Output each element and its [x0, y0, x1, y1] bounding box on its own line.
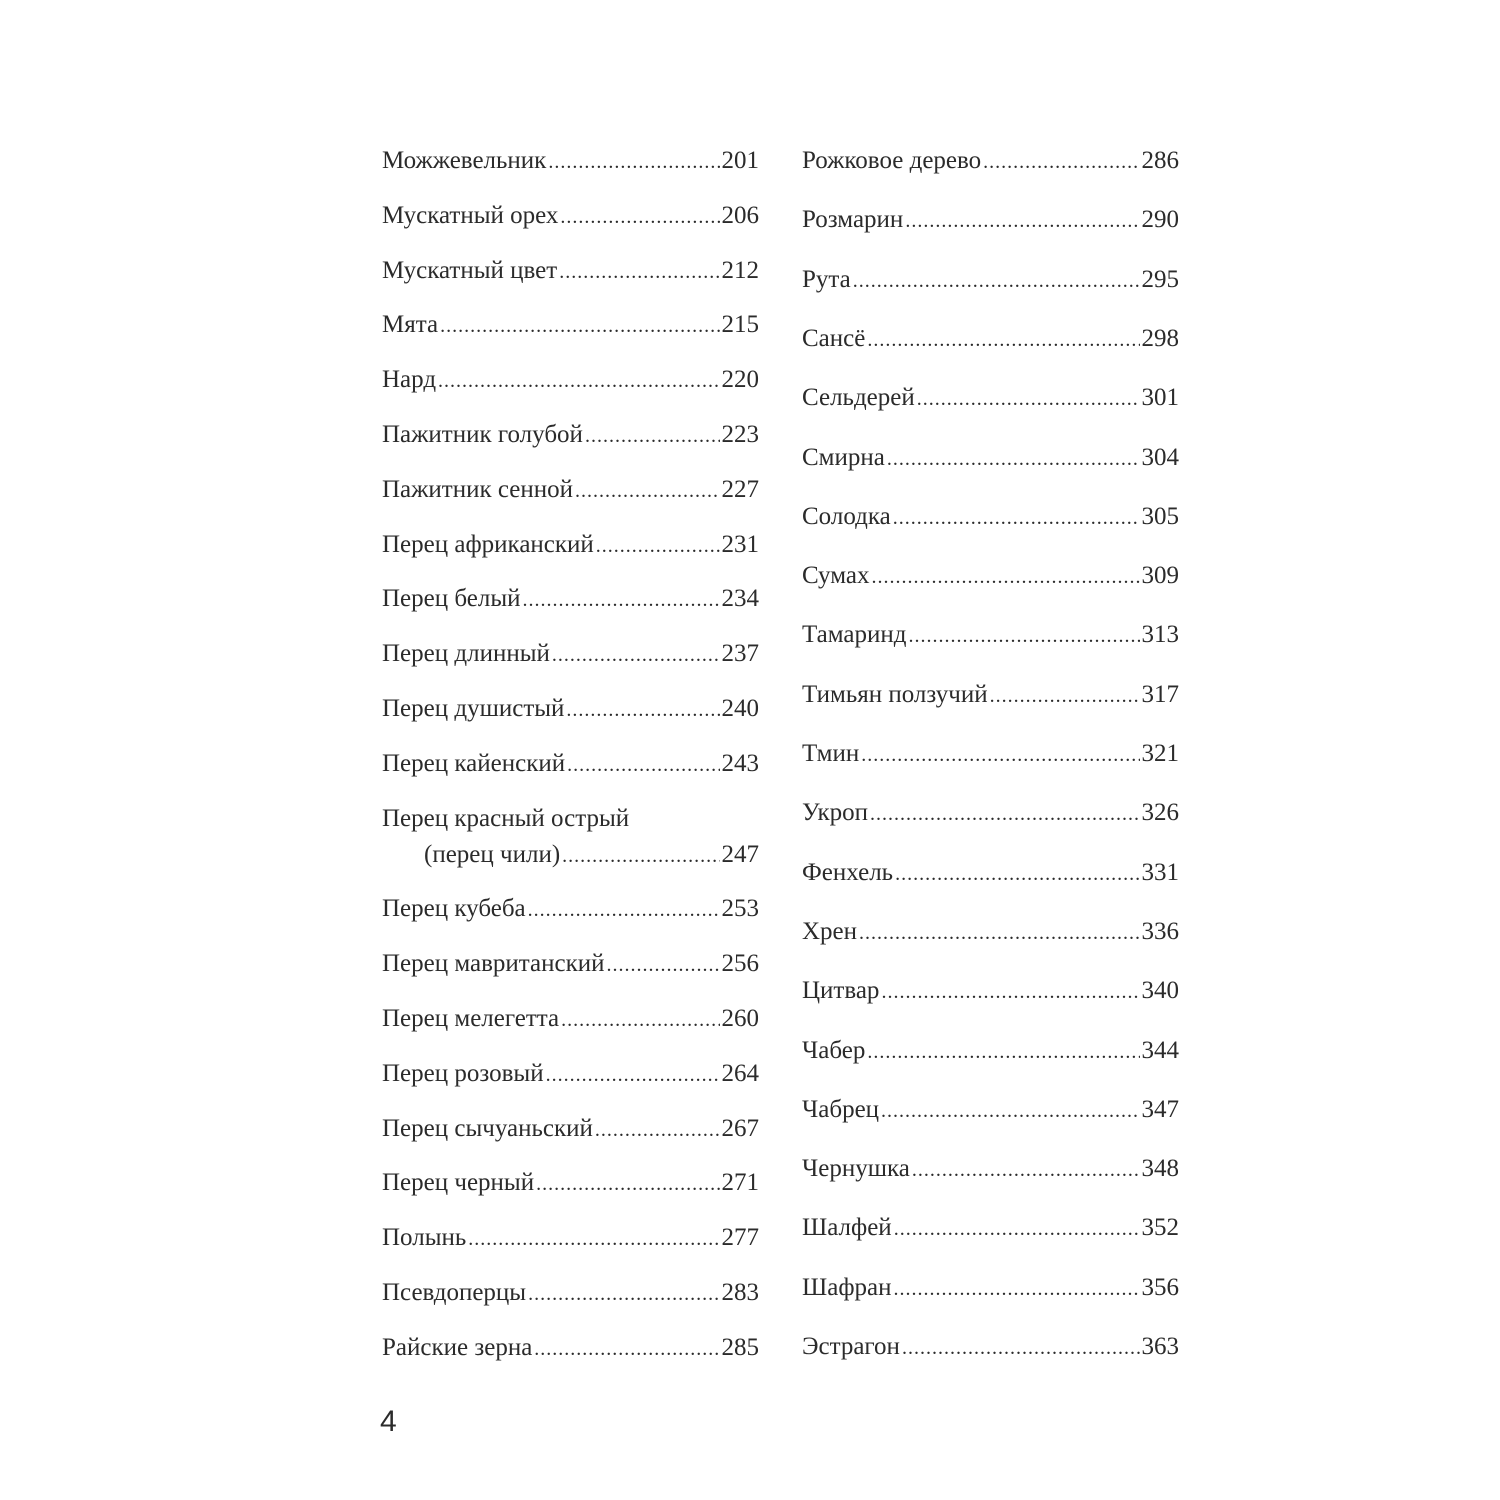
- leader-dots: [534, 1334, 719, 1364]
- toc-entry[interactable]: [382, 1059, 759, 1090]
- leader-dots: [596, 531, 720, 561]
- entry-page-number: 352: [1141, 1214, 1179, 1242]
- entry-page-number: 227: [721, 475, 759, 503]
- entry-title: Мускатный цвет: [382, 256, 558, 284]
- toc-entry[interactable]: [802, 265, 1179, 296]
- entry-title: Пажитник сенной: [382, 475, 574, 503]
- entry-title: Перец мелегетта: [382, 1005, 560, 1032]
- entry-title: Псевдоперцы: [382, 1279, 527, 1306]
- entry-page-number: 313: [1141, 621, 1179, 649]
- entry-title: Перец душистый: [382, 695, 565, 722]
- entry-page-number: 234: [721, 585, 759, 613]
- entry-title: Райские зерна: [382, 1333, 533, 1361]
- entry-page-number: 304: [1141, 443, 1179, 471]
- entry-title: Тимьян ползучий: [802, 680, 988, 708]
- toc-entry[interactable]: [382, 1333, 759, 1364]
- toc-entry[interactable]: [382, 1004, 759, 1035]
- entry-page-number: 253: [721, 895, 759, 923]
- leader-dots: [867, 1037, 1139, 1067]
- entry-page-number: 290: [1141, 206, 1179, 234]
- entry-page-number: 206: [721, 201, 759, 229]
- entry-page-number: 243: [721, 749, 759, 777]
- leader-dots: [871, 562, 1139, 592]
- entry-page-number: 305: [1141, 502, 1179, 530]
- leader-dots: [561, 1005, 719, 1035]
- entry-page-number: 220: [721, 366, 759, 394]
- toc-entry[interactable]: [382, 749, 759, 780]
- toc-entry[interactable]: [802, 976, 1179, 1007]
- entry-title: Сумах: [802, 562, 870, 590]
- entry-title: Перец белый: [382, 585, 521, 613]
- entry-page-number: 285: [721, 1333, 759, 1361]
- entry-page-number: 215: [721, 311, 759, 339]
- entry-title: Перец кайенский: [382, 749, 566, 777]
- leader-dots: [468, 1224, 719, 1254]
- entry-page-number: 247: [721, 840, 759, 868]
- entry-title: Солодка: [802, 502, 891, 530]
- entry-title: Перец кубеба: [382, 895, 526, 923]
- entry-title: Сельдерей: [802, 384, 915, 412]
- leader-dots: [536, 1169, 719, 1199]
- leader-dots: [983, 147, 1139, 177]
- toc-entry[interactable]: [382, 1278, 759, 1309]
- toc-entry[interactable]: [802, 680, 1179, 711]
- leader-dots: [567, 750, 719, 780]
- leader-dots: [552, 640, 720, 670]
- leader-dots: [887, 444, 1140, 474]
- entry-page-number: 277: [721, 1224, 759, 1252]
- leader-dots: [559, 257, 719, 287]
- entry-title: Розмарин: [802, 206, 904, 234]
- toc-entry[interactable]: [382, 804, 759, 871]
- entry-page-number: 286: [1141, 147, 1179, 174]
- entry-title: Шафран: [802, 1273, 892, 1301]
- toc-entry[interactable]: [802, 1332, 1179, 1363]
- entry-title: Полынь: [382, 1224, 467, 1252]
- entry-page-number: 295: [1141, 265, 1179, 293]
- entry-title: Тамаринд: [802, 621, 907, 649]
- entry-title: Перец красный острый: [382, 804, 630, 832]
- entry-page-number: 331: [1141, 858, 1179, 886]
- toc-entry[interactable]: [802, 502, 1179, 533]
- toc-entry[interactable]: [382, 365, 759, 396]
- toc-entry[interactable]: [382, 420, 759, 451]
- leader-dots: [905, 206, 1139, 236]
- entry-page-number: 356: [1141, 1273, 1179, 1301]
- entry-title: Шалфей: [802, 1214, 892, 1242]
- entry-title: Перец длинный: [382, 640, 550, 668]
- leader-dots: [560, 202, 719, 232]
- entry-page-number: 347: [1141, 1095, 1179, 1123]
- entry-title-continued: (перец чили): [424, 840, 561, 868]
- toc-entry[interactable]: [802, 146, 1179, 177]
- leader-dots: [859, 918, 1139, 948]
- leader-dots: [861, 740, 1139, 770]
- toc-entry[interactable]: [382, 639, 759, 670]
- entry-title: Фенхель: [802, 858, 894, 886]
- leader-dots: [870, 799, 1139, 829]
- entry-page-number: 348: [1141, 1155, 1179, 1183]
- entry-page-number: 237: [721, 640, 759, 668]
- leader-dots: [990, 681, 1140, 711]
- entry-title: Нард: [382, 366, 437, 394]
- leader-dots: [902, 1333, 1140, 1363]
- leader-dots: [575, 476, 719, 506]
- entry-title: Тмин: [802, 740, 860, 767]
- entry-page-number: 301: [1141, 384, 1179, 412]
- leader-dots: [908, 621, 1139, 651]
- toc-entry[interactable]: [802, 620, 1179, 651]
- entry-page-number: 256: [721, 950, 759, 978]
- leader-dots: [917, 384, 1140, 414]
- entry-page-number: 212: [721, 256, 759, 284]
- entry-page-number: 231: [721, 530, 759, 558]
- entry-page-number: 309: [1141, 562, 1179, 590]
- entry-title: Эстрагон: [802, 1333, 900, 1360]
- entry-title: Можжевельник: [382, 147, 547, 174]
- leader-dots: [595, 1115, 720, 1145]
- entry-page-number: 298: [1141, 324, 1179, 352]
- leader-dots: [528, 1279, 719, 1309]
- entry-title: Чернушка: [802, 1155, 910, 1183]
- leader-dots: [893, 503, 1140, 533]
- leader-dots: [894, 1274, 1140, 1304]
- entry-page-number: 260: [721, 1005, 759, 1032]
- entry-title: Рожковое дерево: [802, 147, 982, 174]
- entry-page-number: 267: [721, 1114, 759, 1142]
- entry-page-number: 336: [1141, 917, 1179, 945]
- entry-title: Перец розовый: [382, 1059, 544, 1087]
- leader-dots: [548, 147, 719, 177]
- entry-title: Цитвар: [802, 977, 880, 1005]
- toc-entry[interactable]: [802, 739, 1179, 770]
- leader-dots: [912, 1155, 1140, 1185]
- toc-entry[interactable]: [382, 530, 759, 561]
- leader-dots: [528, 895, 720, 925]
- page-number: 4: [380, 1405, 397, 1438]
- leader-dots: [523, 585, 720, 615]
- entry-title: Хрен: [802, 917, 858, 945]
- leader-dots: [546, 1060, 720, 1090]
- leader-dots: [894, 1214, 1140, 1244]
- entry-page-number: 317: [1141, 680, 1179, 708]
- entry-page-number: 344: [1141, 1036, 1179, 1064]
- entry-page-number: 264: [721, 1059, 759, 1087]
- leader-dots: [607, 950, 720, 980]
- entry-page-number: 321: [1141, 740, 1179, 767]
- toc-entry[interactable]: [802, 1095, 1179, 1126]
- entry-page-number: 340: [1141, 977, 1179, 1005]
- entry-title: Перец африканский: [382, 530, 594, 558]
- toc-entry[interactable]: [382, 310, 759, 341]
- leader-dots: [438, 366, 719, 396]
- entry-page-number: 223: [721, 421, 759, 448]
- entry-title: Смирна: [802, 443, 885, 471]
- leader-dots: [585, 421, 720, 451]
- toc-entry[interactable]: [802, 561, 1179, 592]
- entry-page-number: 363: [1141, 1333, 1179, 1360]
- toc-entry[interactable]: [382, 1223, 759, 1254]
- entry-title: Укроп: [802, 799, 869, 827]
- leader-dots: [881, 1096, 1139, 1126]
- toc-entry[interactable]: [382, 146, 759, 177]
- toc-entry[interactable]: [802, 858, 1179, 889]
- entry-title: Мята: [382, 311, 439, 339]
- entry-title: Перец черный: [382, 1169, 535, 1197]
- entry-page-number: 283: [721, 1279, 759, 1306]
- toc-entry[interactable]: [802, 1154, 1179, 1185]
- toc-entry[interactable]: [802, 1273, 1179, 1304]
- entry-title: Пажитник голубой: [382, 421, 583, 448]
- toc-entry[interactable]: [802, 205, 1179, 236]
- entry-title: Чабрец: [802, 1095, 880, 1123]
- entry-title: Перец сычуаньский: [382, 1114, 593, 1142]
- entry-title: Мускатный орех: [382, 201, 559, 229]
- leader-dots: [440, 311, 719, 341]
- toc-entry[interactable]: [382, 894, 759, 925]
- toc-entry[interactable]: [802, 1036, 1179, 1067]
- leader-dots: [895, 859, 1139, 889]
- toc-entry[interactable]: [802, 443, 1179, 474]
- toc-entry[interactable]: [382, 694, 759, 725]
- toc-entry[interactable]: [382, 949, 759, 980]
- entry-page-number: 240: [721, 695, 759, 722]
- leader-dots: [867, 325, 1139, 355]
- toc-entry[interactable]: [802, 917, 1179, 948]
- toc-entry[interactable]: [382, 1114, 759, 1145]
- toc-entry[interactable]: [382, 1168, 759, 1199]
- toc-entry[interactable]: [802, 324, 1179, 355]
- entry-title: Сансё: [802, 324, 866, 352]
- leader-dots: [881, 977, 1139, 1007]
- toc-entry[interactable]: [382, 475, 759, 506]
- leader-dots: [853, 266, 1140, 296]
- leader-dots: [566, 695, 719, 725]
- entry-title: Чабер: [802, 1036, 866, 1064]
- toc-entry[interactable]: [802, 383, 1179, 414]
- entry-page-number: 326: [1141, 799, 1179, 827]
- entry-title: Перец мавританский: [382, 950, 605, 978]
- leader-dots: [562, 841, 719, 871]
- entry-page-number: 201: [721, 147, 759, 174]
- toc-entry[interactable]: [802, 1213, 1179, 1244]
- entry-page-number: 271: [721, 1169, 759, 1197]
- toc-entry[interactable]: [382, 201, 759, 232]
- entry-title: Рута: [802, 265, 851, 293]
- toc-entry[interactable]: [802, 798, 1179, 829]
- toc-entry[interactable]: [382, 256, 759, 287]
- toc-entry[interactable]: [382, 584, 759, 615]
